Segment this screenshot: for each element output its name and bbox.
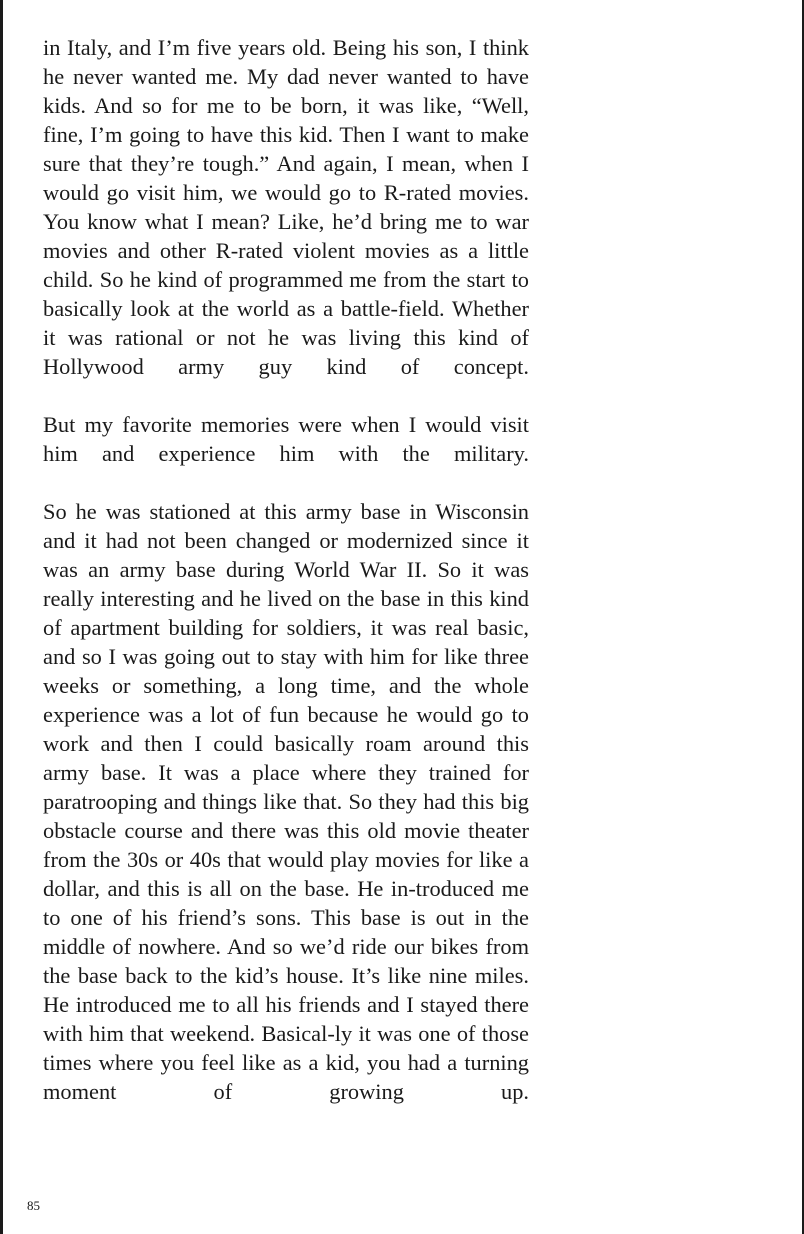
- paragraph-3: So he was stationed at this army base in Wisconsin and it had not been changed or modernized since it was an army base during World War II. So it was really interesting and he lived on the base in this kind of apartment building for soldiers, it was real basic, and so I was going out to stay with him for like three weeks or something, a long time, and the whole experience was a lot of fun because he would go to work and then I could basically roam around this army base. It was a place where they trained for paratrooping and things like that. So they had this big obstacle course and there was this old movie theater from the 30s or 40s that would play movies for like a dollar, and this is all on the base. He in-troduced me to one of his friend’s sons. This base is out in the middle of nowhere. And so we’d ride our bikes from the base back to the kid’s house. It’s like nine miles. He introduced me to all his friends and I stayed there with him that weekend. Basical-ly it was one of those times where you feel like as a kid, you had a turning moment of growing up.: [43, 499, 529, 1104]
- paragraph-spacer: [43, 468, 529, 497]
- paragraph-spacer: [43, 381, 529, 410]
- body-text: [43, 33, 529, 1106]
- paragraph-2: But my favorite memories were when I would visit him and experience him with the military.: [43, 412, 529, 466]
- page-number: 85: [27, 1198, 40, 1213]
- paragraph-1: in Italy, and I’m five years old. Being his son, I think he never wanted me. My dad never wanted to have kids. And so for me to be born, it was like, “Well, fine, I’m going to have this kid. Then I want to make sure that they’re tough.” And again, I mean, when I would go visit him, we would go to R-rated movies. You know what I mean? Like, he’d bring me to war movies and other R-rated violent movies as a little child. So he kind of programmed me from the start to basically look at the world as a battle-field. Whether it was rational or not he was living this kind of Hollywood army guy kind of concept.: [43, 35, 529, 379]
